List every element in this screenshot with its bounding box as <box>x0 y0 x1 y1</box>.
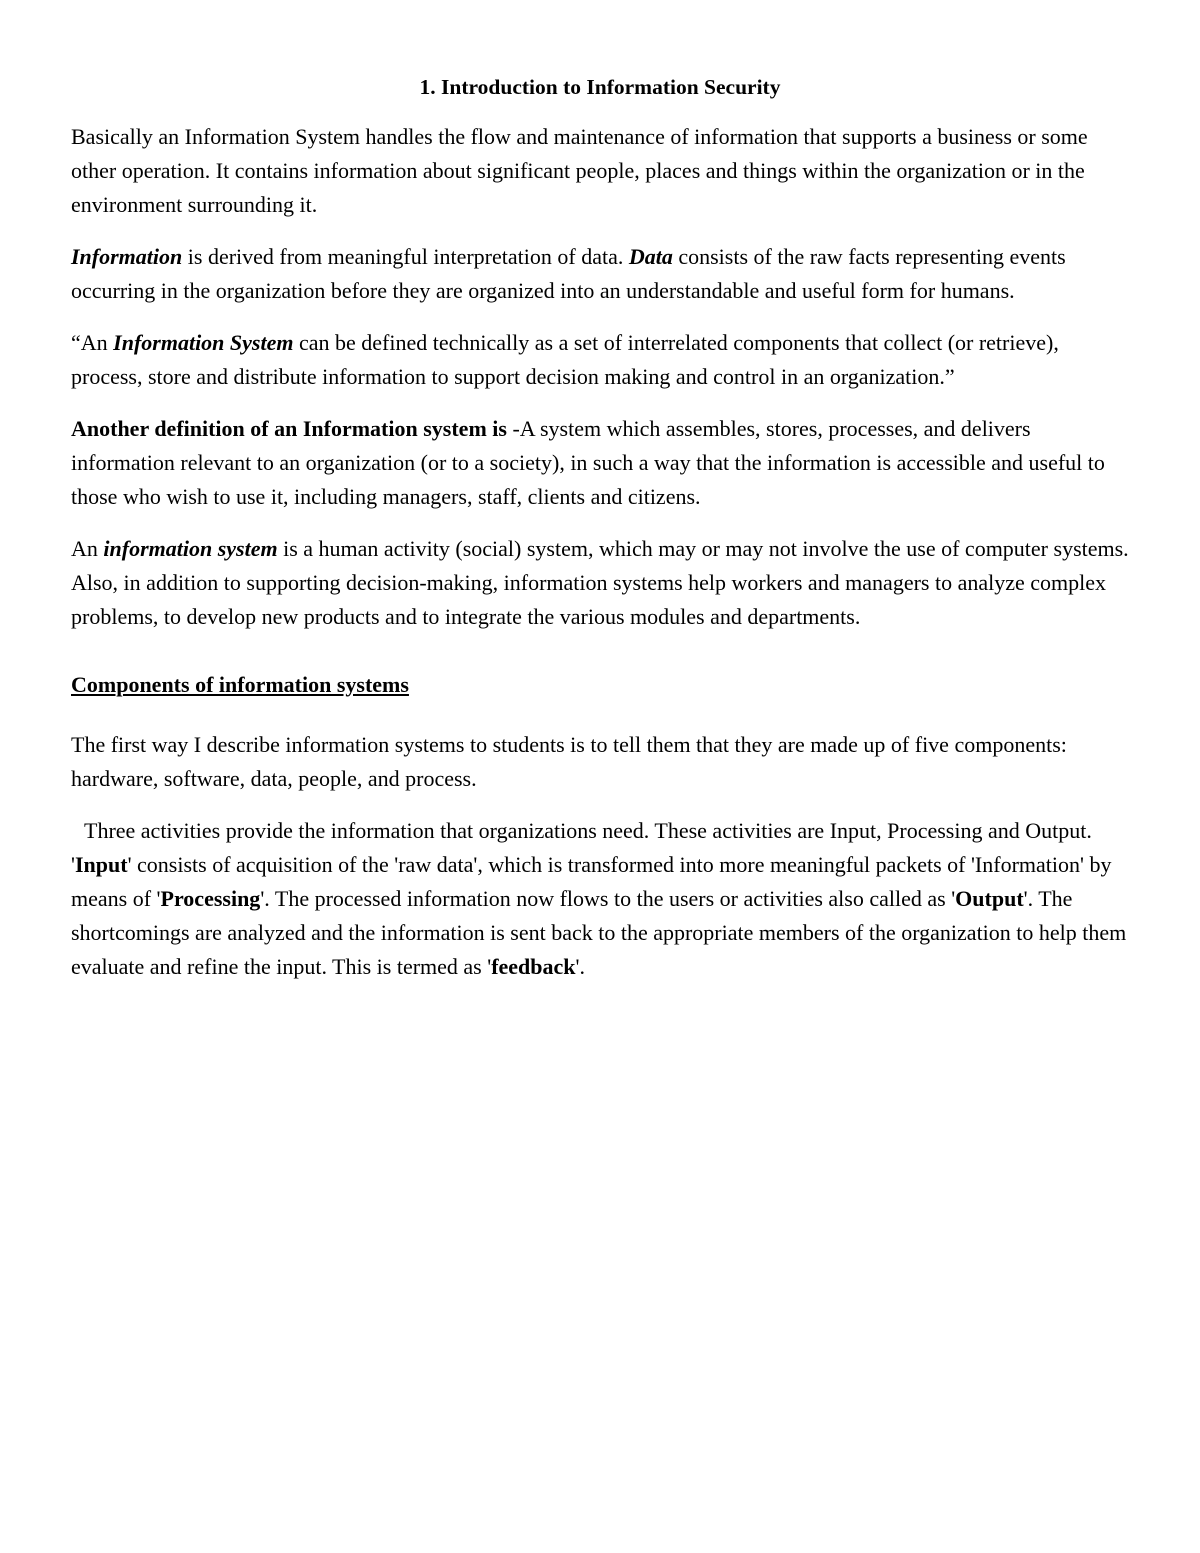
term-information-system-lower: information system <box>103 536 278 561</box>
paragraph-text: '. The processed information now flows to the users or activities also called as ' <box>260 886 956 911</box>
paragraph-text: can be defined technically as a set of interrelated components that collect (or retrieve), process, store and distribute information to support decision making and control in an organization.” <box>71 330 1059 389</box>
bold-lead: Another definition of an Information system is <box>71 416 507 441</box>
term-data: Data <box>628 244 673 269</box>
term-information: Information <box>71 244 183 269</box>
paragraph-text: -A system which assembles, stores, processes, and delivers information relevant to an organization (or to a society), in such a way that the information is accessible and useful to those who wish to use it, including managers, staff, clients and citizens. <box>71 416 1105 509</box>
bold-output: Output <box>955 886 1024 911</box>
paragraph-text: is derived from meaningful interpretation of data. <box>182 244 629 269</box>
paragraph-human-activity <box>71 532 1129 634</box>
section-heading-components: Components of information systems <box>71 672 409 697</box>
bold-input: Input <box>74 852 128 877</box>
bold-processing: Processing <box>160 886 261 911</box>
paragraph-text: “An <box>71 330 114 355</box>
paragraph-is-definition-quote <box>71 326 1129 394</box>
paragraph-activities <box>71 814 1129 984</box>
paragraph-text: '. The shortcomings are analyzed and the information is sent back to the appropriate members of the organization to help them evaluate and refine the input. This is termed as ' <box>71 886 1127 979</box>
paragraph-text: '. <box>575 954 585 979</box>
paragraph-text: ' consists of acquisition of the 'raw data', which is transformed into more meaningful packets of 'Information' by means of ' <box>71 852 1112 911</box>
paragraph-text: An <box>71 536 104 561</box>
paragraph-intro: Basically an Information System handles the flow and maintenance of information that supports a business or some other operation. It contains information about significant people, places and things within the organization or in the environment surrounding it. <box>71 124 1088 217</box>
bold-feedback: feedback <box>491 954 576 979</box>
paragraph-five-components: The first way I describe information systems to students is to tell them that they are made up of five components: hardware, software, data, people, and process. <box>71 732 1067 791</box>
paragraph-text: Three activities provide the information that organizations need. These activities are Input, Processing and Output. ' <box>71 818 1092 877</box>
paragraph-text: consists of the raw facts representing events occurring in the organization before they are organized into an understandable and useful form for humans. <box>71 244 1066 303</box>
paragraph-information-definition <box>71 240 1129 308</box>
paragraph-text: is a human activity (social) system, which may or may not involve the use of computer systems. Also, in addition to supporting decision-making, information systems help workers and managers to analyze complex problems, to develop new products and to integrate the various modules and departments. <box>71 536 1129 629</box>
page-title: 1. Introduction to Information Security <box>419 75 781 99</box>
term-information-system: Information System <box>113 330 294 355</box>
paragraph-another-definition <box>71 412 1129 514</box>
document-page <box>71 70 1129 1002</box>
